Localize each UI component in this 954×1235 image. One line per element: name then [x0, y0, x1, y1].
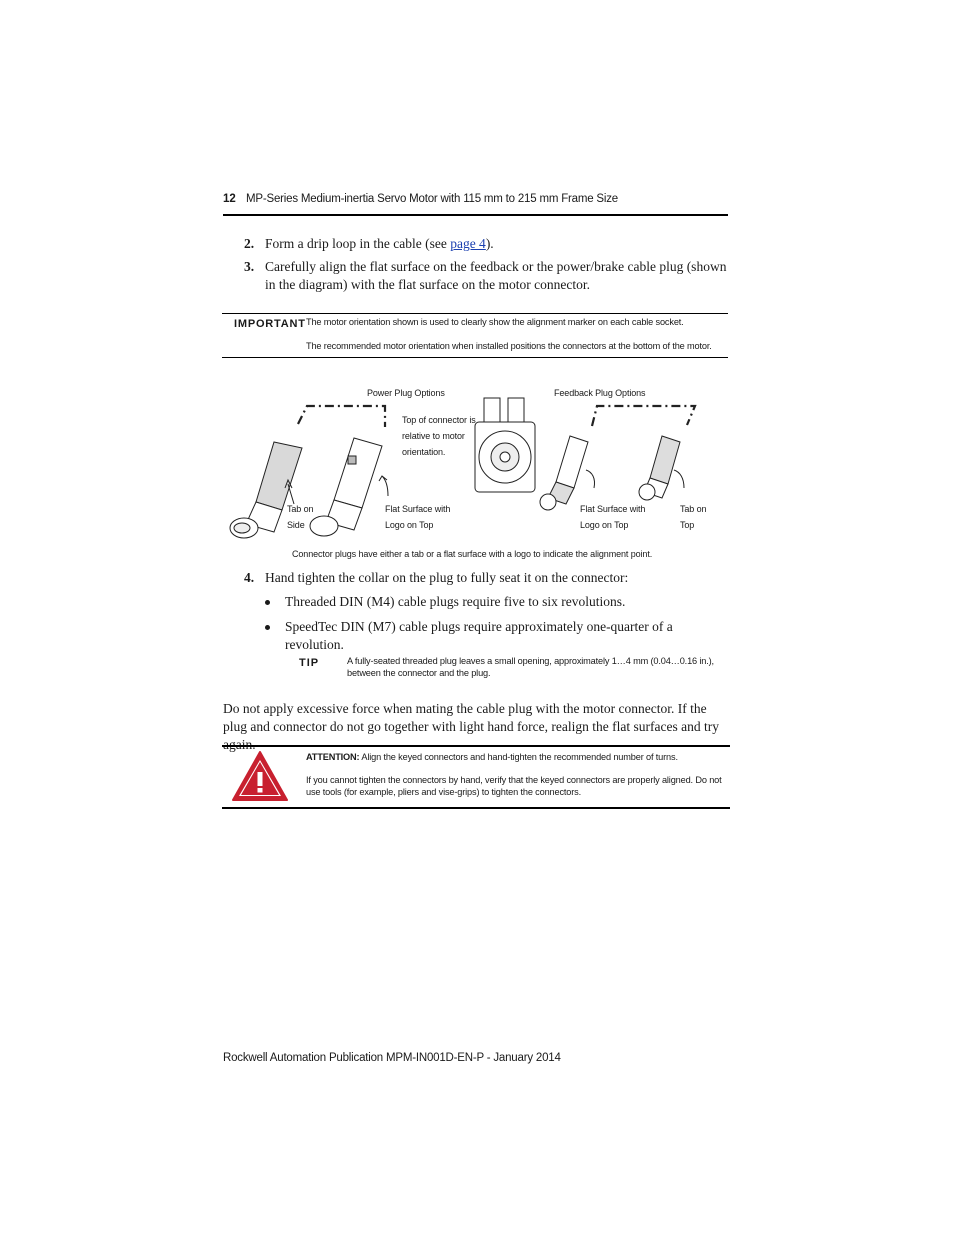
step-number: 2.	[244, 236, 255, 251]
attention-line-1: ATTENTION: Align the keyed connectors and hand-tighten the recommended number of turns.	[306, 752, 678, 762]
tab-on-side-label: Tab on Side	[287, 504, 314, 530]
step-number: 3.	[244, 259, 255, 274]
important-top-rule	[222, 313, 728, 314]
power-plug-flat-logo	[310, 438, 382, 536]
warning-triangle-icon	[231, 750, 289, 802]
flat-surface-logo-label-feedback: Flat Surface with Logo on Top	[580, 504, 646, 530]
bullet-dot	[265, 625, 270, 630]
attention-line-2: If you cannot tighten the connectors by hand, verify that the keyed connectors are properly aligned. Do not use tools (for example, pliers and vise-grips) to tighten the connectors.	[306, 775, 722, 797]
feedback-plug-tab-top	[639, 436, 680, 500]
connector-diagram	[222, 380, 732, 570]
important-bottom-rule	[222, 357, 728, 358]
bullet-dot	[265, 600, 270, 605]
page-number: 12	[223, 193, 236, 205]
running-header-title: MP-Series Medium-inertia Servo Motor with 115 mm to 215 mm Frame Size	[246, 193, 618, 205]
feedback-plug-options-label: Feedback Plug Options	[554, 388, 646, 398]
body-paragraph: Do not apply excessive force when mating the cable plug with the motor connector. If the plug and connector do not go together with light hand force, realign the flat surfaces and try	[223, 701, 719, 734]
tab-on-top-label: Tab on Top	[680, 504, 707, 530]
step-number: 4.	[244, 570, 255, 585]
top-of-connector-label: Top of connector is relative to motor orientation.	[402, 415, 476, 457]
important-label: IMPORTANT	[234, 318, 306, 330]
tip-text: A fully-seated threaded plug leaves a small opening, approximately 1…4 mm (0.04…0.16 in.), between the connector and the plug.	[347, 656, 714, 678]
step-text: Carefully align the flat surface on the feedback or the power/brake cable plug (shown in the diagram) with the flat surface on the motor connector.	[265, 259, 727, 292]
motor-face	[475, 398, 535, 492]
power-plug-options-label: Power Plug Options	[367, 388, 445, 398]
publication-footer: Rockwell Automation Publication MPM-IN001D-EN-P - January 2014	[223, 1052, 561, 1064]
bullet-text: SpeedTec DIN (M7) cable plugs require approximately one-quarter of a revolution.	[285, 619, 673, 652]
important-line-2: The recommended motor orientation when installed positions the connectors at the bottom of the motor.	[306, 341, 712, 351]
header-rule	[223, 214, 728, 216]
power-options-bracket	[298, 406, 385, 427]
feedback-plug-flat-logo	[540, 436, 588, 510]
step-4	[244, 569, 734, 587]
feedback-options-bracket	[592, 406, 695, 426]
figure-caption: Connector plugs have either a tab or a flat surface with a logo to indicate the alignment point.	[292, 549, 653, 559]
bullet-item-2	[265, 618, 735, 652]
tip-label: TIP	[299, 657, 320, 669]
attention-bottom-rule	[222, 807, 730, 809]
bullet-item-1	[265, 593, 735, 611]
connector-alignment-figure	[222, 380, 732, 570]
bullet-text: Threaded DIN (M4) cable plugs require five to six revolutions.	[285, 594, 626, 609]
step-text: Hand tighten the collar on the plug to fully seat it on the connector:	[265, 570, 629, 585]
step-3	[244, 258, 734, 294]
important-line-1: The motor orientation shown is used to clearly show the alignment marker on each cable socket.	[306, 317, 684, 327]
step-2	[244, 235, 734, 253]
page-4-link[interactable]: page 4	[450, 236, 486, 251]
flat-surface-logo-label-power: Flat Surface with Logo on Top	[385, 504, 451, 530]
step-text: Form a drip loop in the cable (see page 4).	[265, 236, 494, 251]
attention-top-rule	[222, 745, 730, 747]
